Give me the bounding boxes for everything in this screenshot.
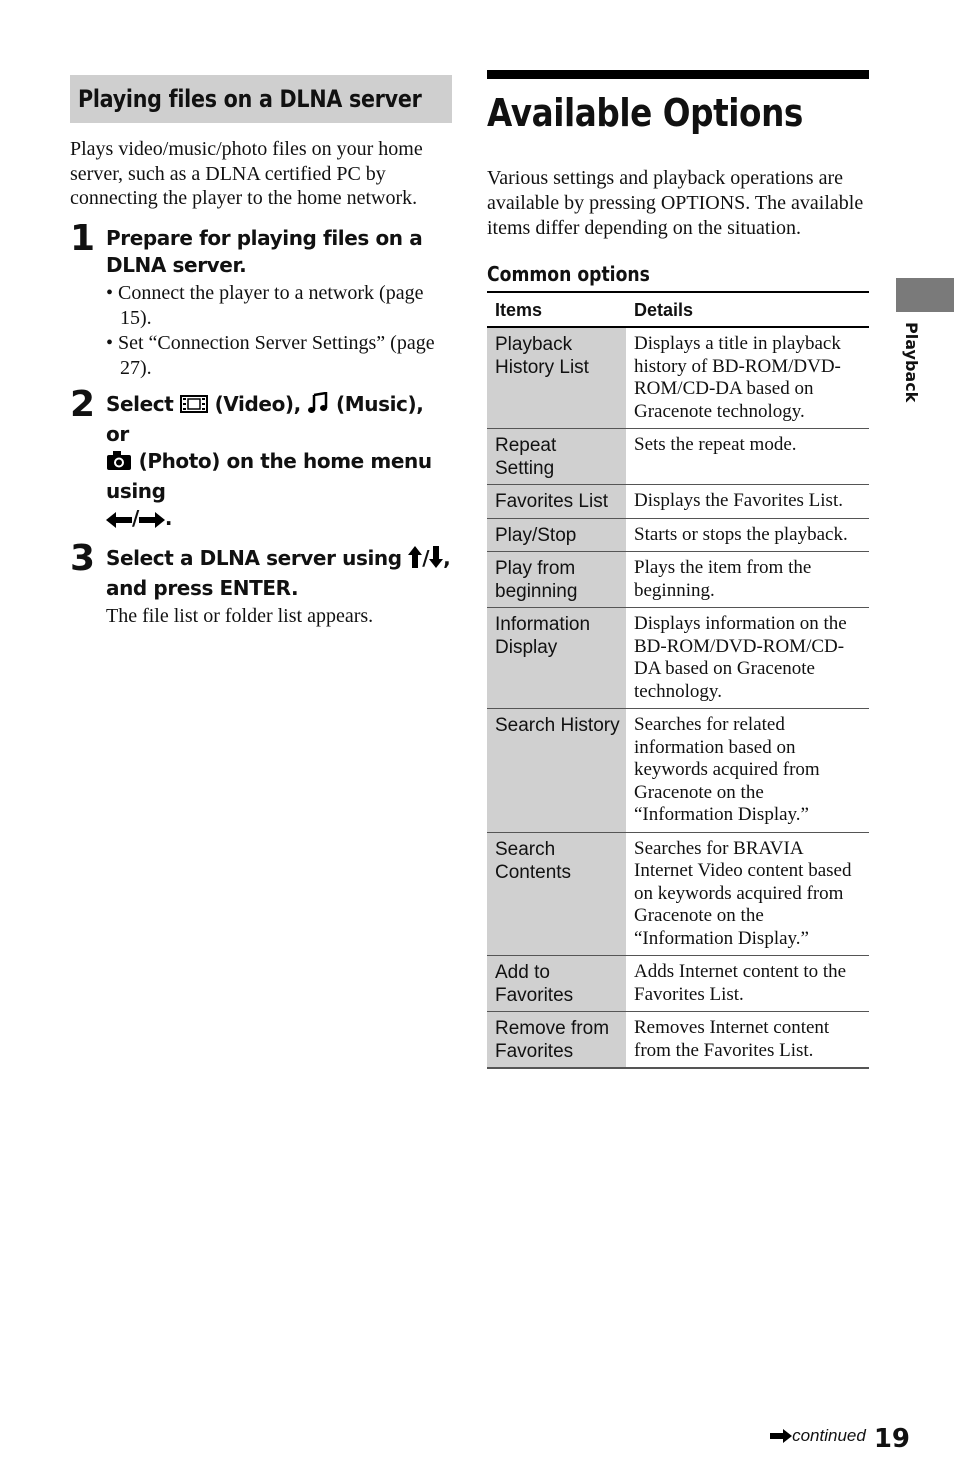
film-icon — [180, 394, 208, 421]
step-number: 3 — [70, 537, 96, 579]
side-tab-label: Playback — [902, 322, 921, 403]
step-number: 1 — [70, 217, 96, 259]
common-options-heading: Common options — [487, 262, 650, 286]
page-footer — [770, 1424, 910, 1454]
table-row — [487, 552, 869, 608]
right-arrow-icon — [139, 508, 165, 535]
step-title: Select a DLNA server using / , and press ENTER. — [106, 545, 451, 600]
side-tab-marker — [896, 278, 954, 312]
option-item: Repeat Setting — [487, 429, 626, 485]
step-title — [106, 225, 452, 279]
step-title-text: , and press ENTER. — [106, 545, 451, 600]
step-1 — [70, 217, 452, 381]
option-item: Remove from Favorites — [487, 1012, 626, 1069]
continued-arrow-icon — [770, 1429, 792, 1448]
step-number: 2 — [70, 383, 96, 425]
step-title-text: (Video), — [214, 391, 301, 416]
header-items: Items — [487, 292, 626, 327]
option-detail: Sets the repeat mode. — [626, 429, 869, 485]
table-row — [487, 1012, 869, 1069]
option-detail: Starts or stops the playback. — [626, 518, 869, 552]
option-detail: Removes Internet content from the Favorites List. — [626, 1012, 869, 1069]
step-title: Select (Video), (Music), or (Photo) on the home menu using / . — [106, 391, 452, 535]
option-detail: Searches for BRAVIA Internet Video content based on keywords acquired from Gracenote on the “Information Display.” — [626, 832, 869, 956]
option-item: Add to Favorites — [487, 956, 626, 1012]
title-rule — [487, 70, 869, 79]
step-title-text: (Music), or — [106, 391, 424, 446]
step-title-text: . — [164, 505, 173, 530]
option-detail: Displays information on the BD-ROM/DVD-ROM/CD-DA based on Gracenote technology. — [626, 608, 869, 709]
table-row — [487, 709, 869, 833]
option-item: Playback History List — [487, 327, 626, 429]
step-3 — [70, 537, 452, 629]
option-item: Search Contents — [487, 832, 626, 956]
table-row — [487, 956, 869, 1012]
option-detail: Plays the item from the beginning. — [626, 552, 869, 608]
option-detail: Displays a title in playback history of BD-ROM/DVD-ROM/CD-DA based on Gracenote technology. — [626, 327, 869, 429]
music-note-icon — [307, 392, 329, 421]
section-title: Playing files on a DLNA server — [70, 75, 452, 123]
left-column — [70, 75, 452, 629]
option-detail: Adds Internet content to the Favorites List. — [626, 956, 869, 1012]
step-title-text: Select a DLNA server using — [106, 545, 402, 570]
table-row — [487, 832, 869, 956]
table-header-row — [487, 292, 869, 327]
option-item: Information Display — [487, 608, 626, 709]
table-row — [487, 429, 869, 485]
table-row — [487, 485, 869, 519]
step-bullets — [106, 281, 452, 381]
option-item: Favorites List — [487, 485, 626, 519]
continued-label: continued — [792, 1426, 866, 1445]
options-table — [487, 291, 869, 1069]
left-arrow-icon — [106, 508, 132, 535]
option-item: Play from beginning — [487, 552, 626, 608]
page-title: Available Options — [487, 91, 803, 135]
section-intro: Plays video/music/photo files on your home server, such as a DLNA certified PC by connecting the player to the home network. — [70, 138, 423, 209]
up-arrow-icon — [408, 546, 422, 575]
step-title-text: Select — [106, 391, 174, 416]
bullet-item: • Connect the player to a network (page 15). — [106, 281, 424, 329]
option-detail: Searches for related information based on keywords acquired from Gracenote on the “Information Display.” — [626, 709, 869, 833]
options-intro: Various settings and playback operations are available by pressing OPTIONS. The available items differ depending on the situation. — [487, 167, 864, 239]
bullet-item: • Set “Connection Server Settings” (page 27). — [106, 331, 435, 379]
step-description: The file list or folder list appears. — [106, 604, 374, 627]
page-number: 19 — [873, 1424, 910, 1454]
table-row — [487, 518, 869, 552]
camera-icon — [106, 449, 132, 478]
header-details: Details — [626, 292, 869, 327]
option-item: Play/Stop — [487, 518, 626, 552]
right-column — [487, 70, 869, 1069]
option-detail: Displays the Favorites List. — [626, 485, 869, 519]
down-arrow-icon — [429, 546, 443, 575]
option-item: Search History — [487, 709, 626, 833]
step-title-text: (Photo) on the home menu using — [106, 448, 432, 503]
table-row — [487, 608, 869, 709]
step-title-text: Prepare for playing files on a DLNA server. — [106, 225, 423, 277]
table-row — [487, 327, 869, 429]
step-2 — [70, 383, 452, 535]
